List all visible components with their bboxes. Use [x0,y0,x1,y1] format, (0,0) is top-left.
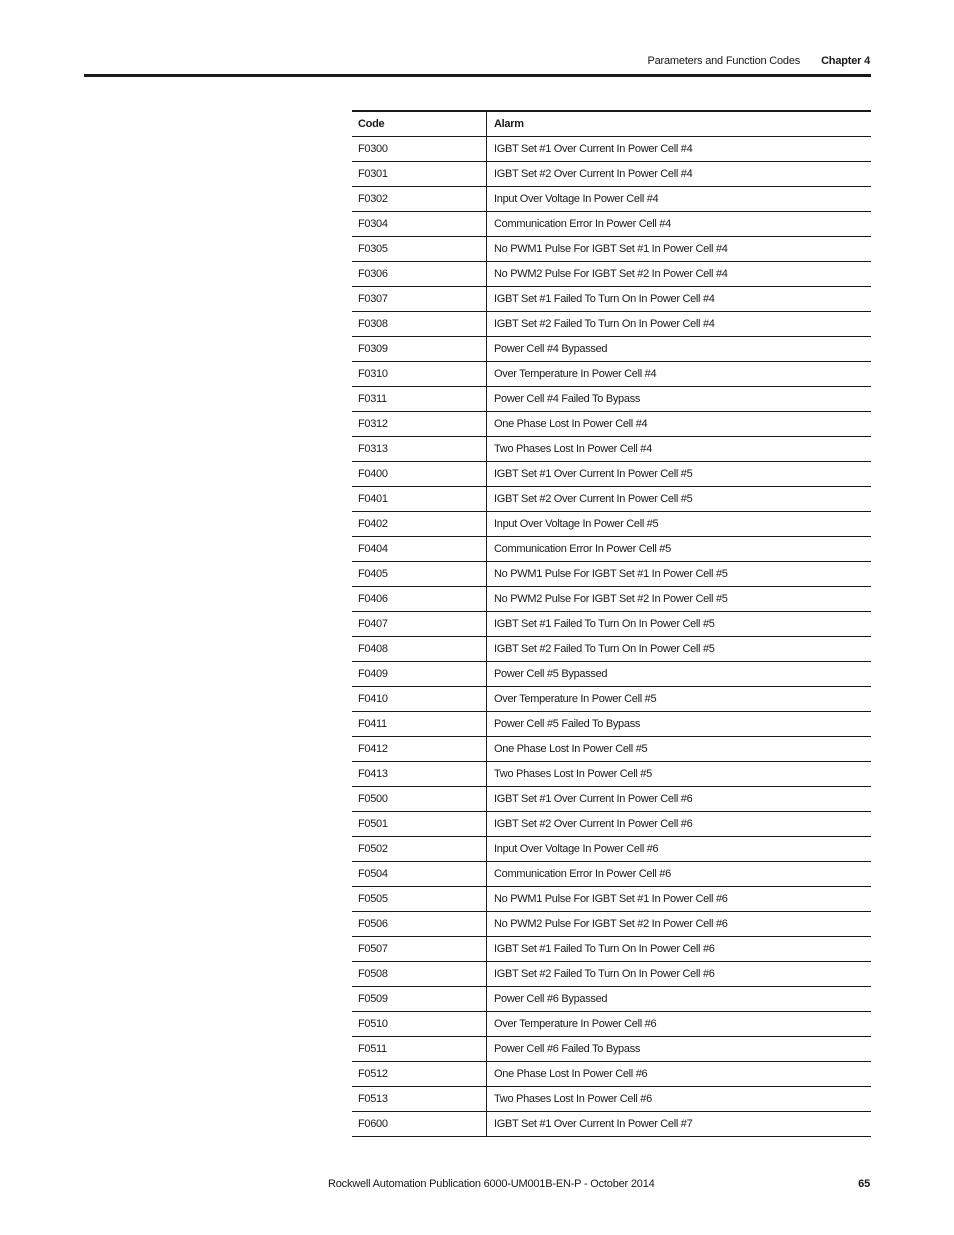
code-cell: F0504 [352,862,487,886]
column-header-code: Code [352,112,487,136]
alarm-cell: Power Cell #5 Bypassed [494,668,608,680]
code-cell: F0304 [352,212,487,236]
table-row [352,512,871,537]
table-row [352,737,871,762]
code-cell: F0409 [352,662,487,686]
alarm-cell: IGBT Set #2 Failed To Turn On In Power Cell #6 [494,968,715,980]
alarm-cell: Input Over Voltage In Power Cell #6 [494,843,659,855]
table-row [352,162,871,187]
alarm-cell: Power Cell #5 Failed To Bypass [494,718,641,730]
table-row [352,587,871,612]
table-row [352,612,871,637]
table-row [352,387,871,412]
alarm-cell: No PWM2 Pulse For IGBT Set #2 In Power Cell #5 [494,593,728,605]
code-cell: F0502 [352,837,487,861]
code-cell: F0411 [352,712,487,736]
alarm-cell: Input Over Voltage In Power Cell #4 [494,193,659,205]
table-row [352,962,871,987]
table-row [352,837,871,862]
code-cell: F0407 [352,612,487,636]
alarm-cell: Two Phases Lost In Power Cell #4 [494,443,652,455]
code-cell: F0508 [352,962,487,986]
alarm-cell: IGBT Set #2 Over Current In Power Cell #4 [494,168,693,180]
alarm-cell: IGBT Set #1 Over Current In Power Cell #7 [494,1118,693,1130]
page-number: 65 [858,1178,870,1190]
alarm-cell: IGBT Set #2 Failed To Turn On In Power Cell #5 [494,643,715,655]
code-cell: F0305 [352,237,487,261]
code-cell: F0301 [352,162,487,186]
code-cell: F0501 [352,812,487,836]
table-header-row [352,112,871,137]
code-cell: F0412 [352,737,487,761]
table-row [352,987,871,1012]
table-row [352,212,871,237]
code-cell: F0313 [352,437,487,461]
code-cell: F0402 [352,512,487,536]
code-cell: F0401 [352,487,487,511]
code-cell: F0309 [352,337,487,361]
code-cell: F0511 [352,1037,487,1061]
alarm-cell: No PWM1 Pulse For IGBT Set #1 In Power Cell #5 [494,568,728,580]
table-row [352,537,871,562]
table-row [352,912,871,937]
table-row [352,812,871,837]
code-cell: F0506 [352,912,487,936]
running-header [648,52,871,70]
code-cell: F0509 [352,987,487,1011]
table-row [352,1062,871,1087]
alarm-cell: IGBT Set #2 Over Current In Power Cell #5 [494,493,693,505]
code-cell: F0400 [352,462,487,486]
alarm-cell: Input Over Voltage In Power Cell #5 [494,518,659,530]
alarm-cell: One Phase Lost In Power Cell #6 [494,1068,648,1080]
chapter-label: Chapter 4 [821,55,870,67]
alarm-cell: No PWM2 Pulse For IGBT Set #2 In Power Cell #4 [494,268,728,280]
code-cell: F0512 [352,1062,487,1086]
code-cell: F0510 [352,1012,487,1036]
alarm-cell: Power Cell #6 Bypassed [494,993,608,1005]
table-row [352,1012,871,1037]
table-row [352,437,871,462]
alarm-cell: Communication Error In Power Cell #6 [494,868,671,880]
alarm-cell: One Phase Lost In Power Cell #4 [494,418,648,430]
alarm-cell: No PWM1 Pulse For IGBT Set #1 In Power Cell #4 [494,243,728,255]
table-row [352,762,871,787]
table-row [352,1087,871,1112]
alarm-cell: Power Cell #6 Failed To Bypass [494,1043,641,1055]
column-header-alarm: Alarm [494,118,524,130]
table-row [352,662,871,687]
alarm-cell: IGBT Set #1 Over Current In Power Cell #5 [494,468,693,480]
table-row [352,337,871,362]
code-cell: F0312 [352,412,487,436]
table-row [352,712,871,737]
table-row [352,637,871,662]
alarm-cell: IGBT Set #1 Over Current In Power Cell #4 [494,143,693,155]
table-row [352,1112,871,1137]
code-cell: F0311 [352,387,487,411]
code-cell: F0310 [352,362,487,386]
alarm-cell: Communication Error In Power Cell #5 [494,543,671,555]
table-row [352,237,871,262]
table-row [352,287,871,312]
table-row [352,487,871,512]
table-row [352,312,871,337]
table-row [352,187,871,212]
table-row [352,262,871,287]
table-row [352,887,871,912]
page-footer [0,1176,954,1194]
table-row [352,862,871,887]
code-cell: F0410 [352,687,487,711]
publication-info: Rockwell Automation Publication 6000-UM001B-EN-P - October 2014 [328,1178,655,1190]
alarm-code-table [352,110,871,1137]
alarm-cell: IGBT Set #1 Over Current In Power Cell #6 [494,793,693,805]
section-title: Parameters and Function Codes [647,55,801,67]
table-row [352,687,871,712]
alarm-cell: Power Cell #4 Bypassed [494,343,608,355]
code-cell: F0406 [352,587,487,611]
alarm-cell: Over Temperature In Power Cell #6 [494,1018,657,1030]
alarm-cell: Over Temperature In Power Cell #5 [494,693,657,705]
alarm-cell: One Phase Lost In Power Cell #5 [494,743,648,755]
alarm-cell: IGBT Set #2 Over Current In Power Cell #6 [494,818,693,830]
code-cell: F0507 [352,937,487,961]
table-row [352,362,871,387]
code-cell: F0500 [352,787,487,811]
table-body [352,137,871,1137]
alarm-cell: IGBT Set #1 Failed To Turn On In Power Cell #4 [494,293,715,305]
table-row [352,1037,871,1062]
code-cell: F0408 [352,637,487,661]
table-row [352,787,871,812]
alarm-cell: Two Phases Lost In Power Cell #6 [494,1093,652,1105]
table-row [352,137,871,162]
code-cell: F0300 [352,137,487,161]
code-cell: F0600 [352,1112,487,1136]
alarm-cell: IGBT Set #2 Failed To Turn On In Power Cell #4 [494,318,715,330]
alarm-cell: Over Temperature In Power Cell #4 [494,368,657,380]
code-cell: F0505 [352,887,487,911]
code-cell: F0308 [352,312,487,336]
code-cell: F0405 [352,562,487,586]
header-rule [84,74,871,77]
code-cell: F0413 [352,762,487,786]
alarm-cell: IGBT Set #1 Failed To Turn On In Power Cell #5 [494,618,715,630]
alarm-cell: No PWM1 Pulse For IGBT Set #1 In Power Cell #6 [494,893,728,905]
alarm-cell: Power Cell #4 Failed To Bypass [494,393,641,405]
table-row [352,412,871,437]
alarm-cell: IGBT Set #1 Failed To Turn On In Power Cell #6 [494,943,715,955]
alarm-cell: Communication Error In Power Cell #4 [494,218,671,230]
alarm-cell: Two Phases Lost In Power Cell #5 [494,768,652,780]
code-cell: F0307 [352,287,487,311]
code-cell: F0513 [352,1087,487,1111]
table-row [352,462,871,487]
code-cell: F0306 [352,262,487,286]
code-cell: F0404 [352,537,487,561]
table-row [352,562,871,587]
code-cell: F0302 [352,187,487,211]
alarm-cell: No PWM2 Pulse For IGBT Set #2 In Power Cell #6 [494,918,728,930]
table-row [352,937,871,962]
